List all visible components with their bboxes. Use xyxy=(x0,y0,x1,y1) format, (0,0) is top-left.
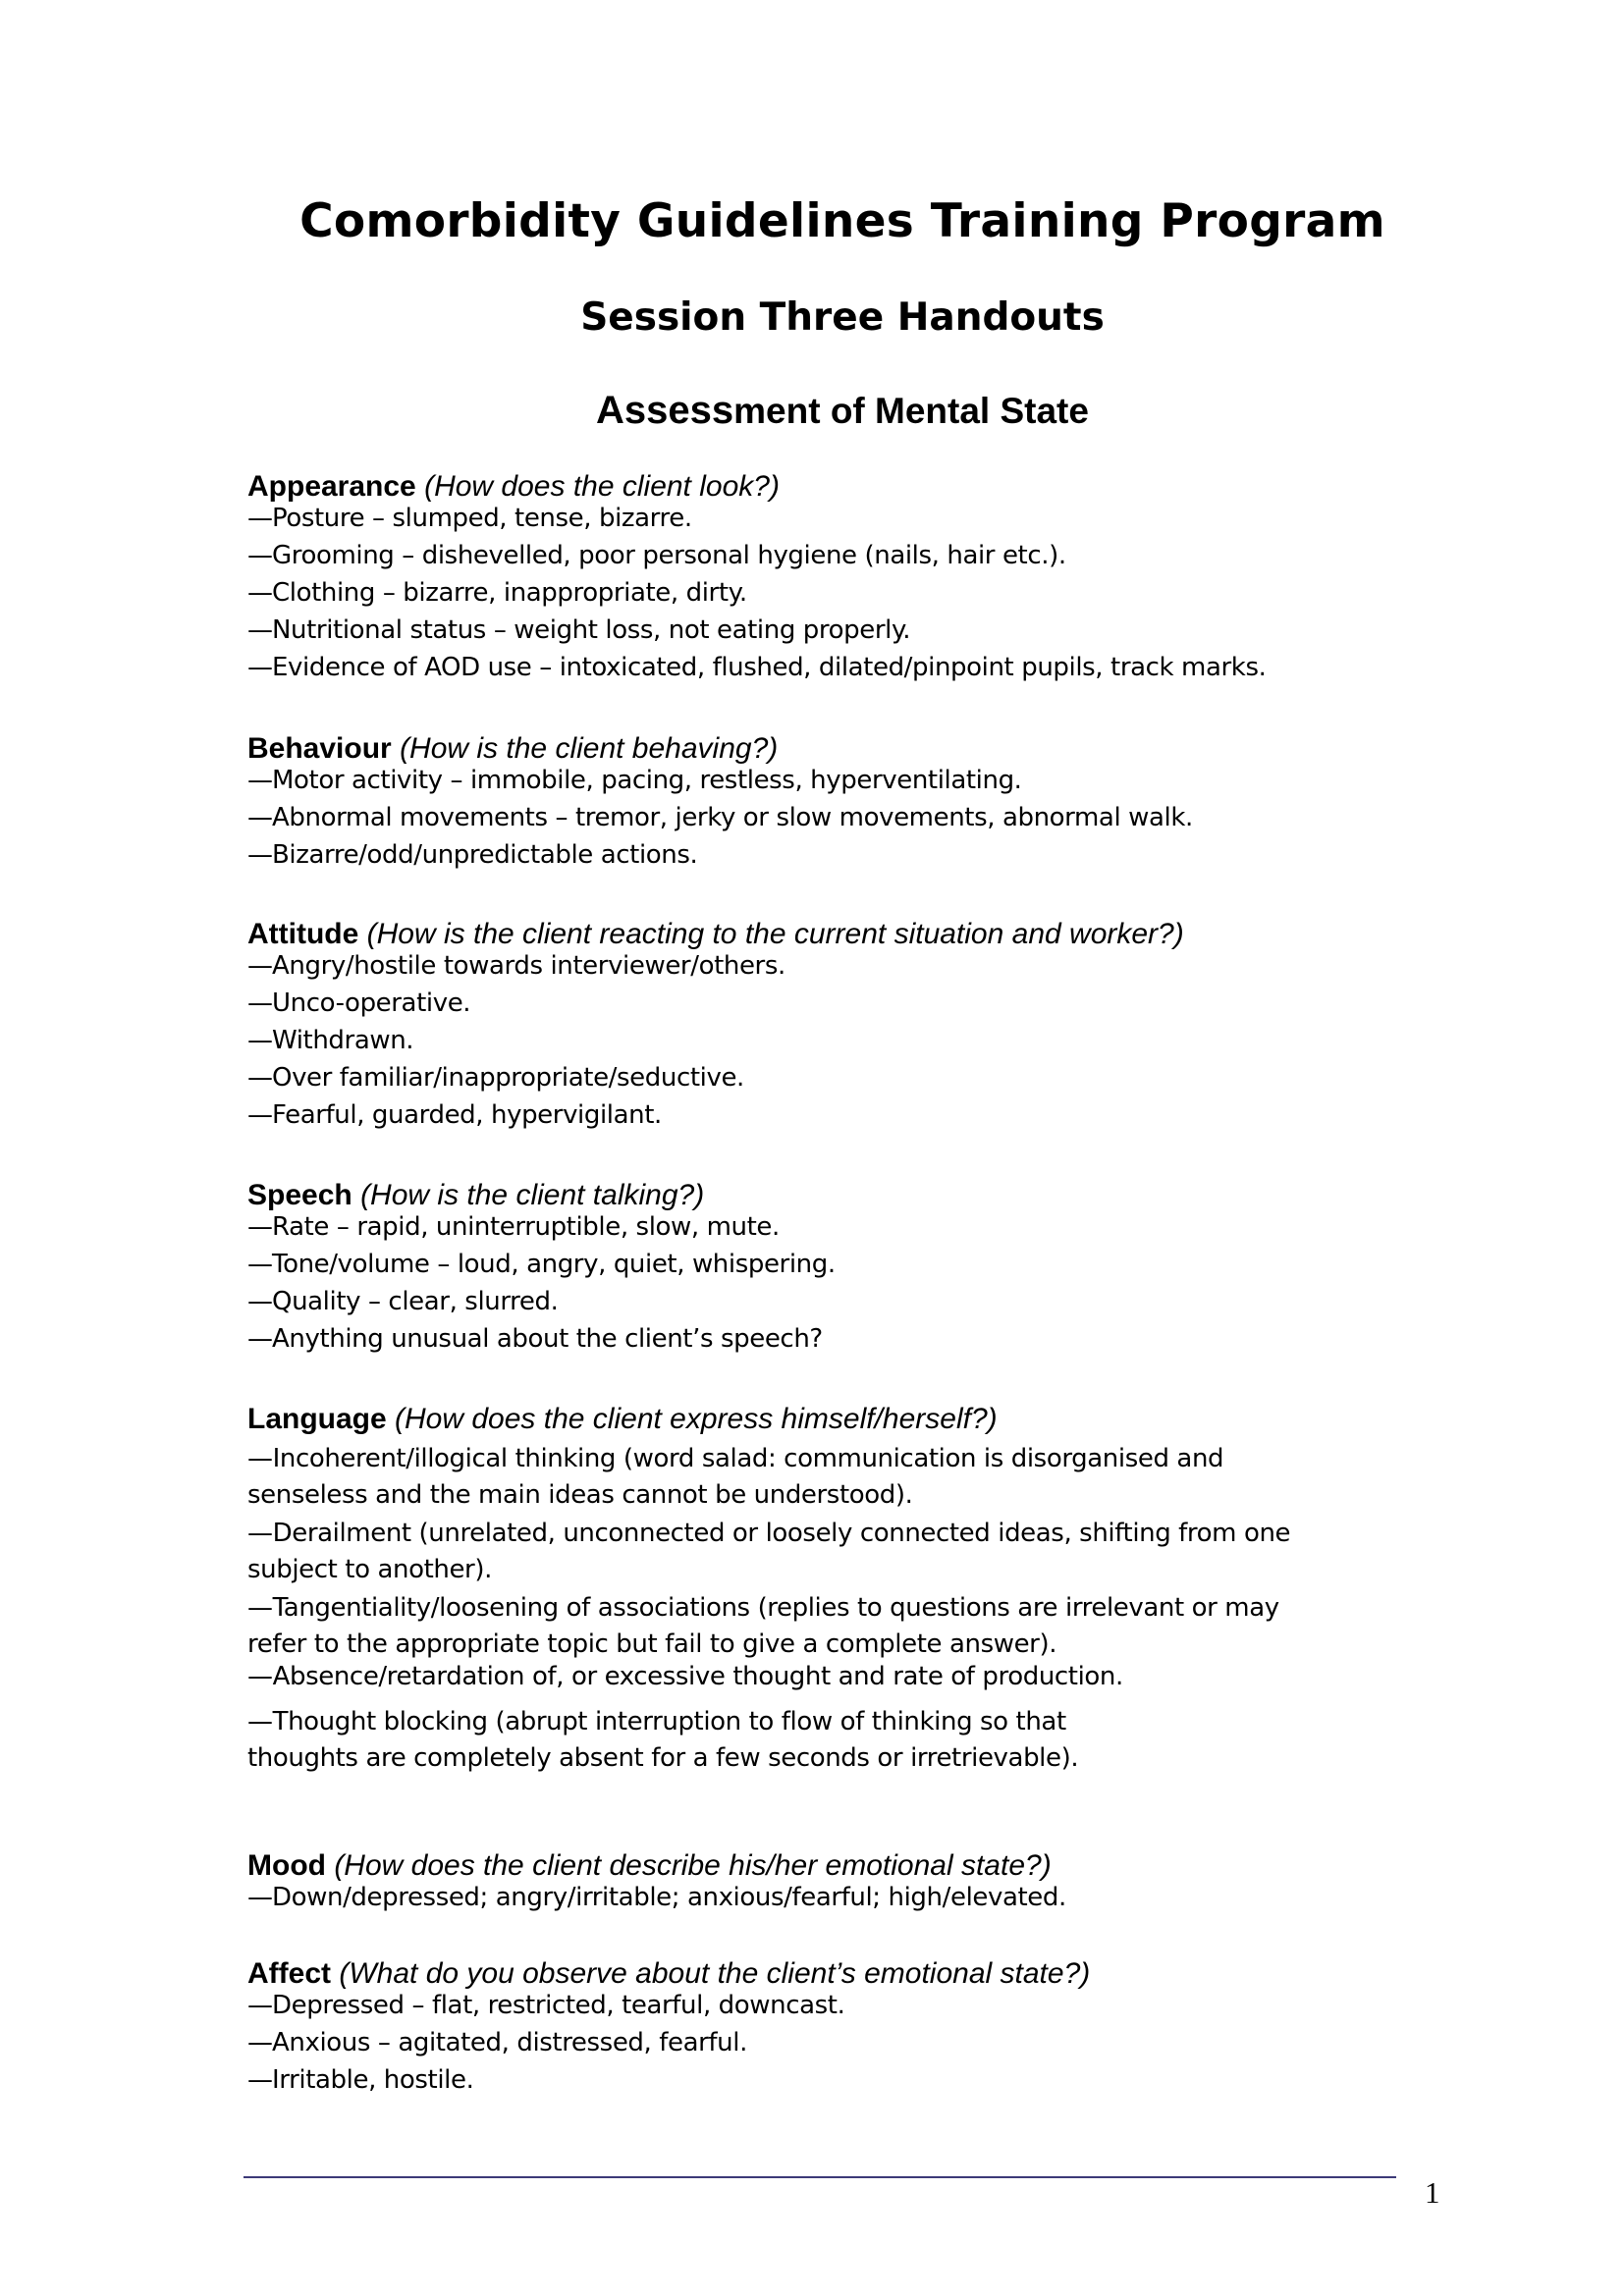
list-item: — Depressed – flat, restricted, tearful, downcast. xyxy=(247,1987,1090,2024)
list-item: — Posture – slumped, tense, bizarre. xyxy=(247,500,1266,537)
list-item: — Quality – clear, slurred. xyxy=(247,1283,836,1320)
list-item: — Unco-operative. xyxy=(247,985,1184,1022)
list-item: — Down/depressed; angry/irritable; anxious/fearful; high/elevated. xyxy=(247,1879,1066,1916)
dash-bullet: — xyxy=(247,1026,273,1055)
section-title xyxy=(0,389,1624,433)
list-item: — Motor activity – immobile, pacing, restless, hyperventilating. xyxy=(247,762,1193,799)
dash-bullet: — xyxy=(247,1100,273,1130)
heading-note: (How does the client express himself/herself?) xyxy=(395,1403,998,1435)
list-item: — Tone/volume – loud, angry, quiet, whispering. xyxy=(247,1246,836,1283)
dash-bullet: — xyxy=(247,840,273,870)
dash-bullet: — xyxy=(247,1662,273,1691)
list-item: — Anxious – agitated, distressed, fearful. xyxy=(247,2024,1090,2061)
dash-bullet: — xyxy=(247,2065,273,2095)
section-heading xyxy=(247,1402,1327,1437)
heading-label: Behaviour xyxy=(247,732,392,765)
dash-bullet: — xyxy=(247,1991,273,2020)
list-item: — Evidence of AOD use – intoxicated, flushed, dilated/pinpoint pupils, track marks. xyxy=(247,649,1266,686)
dash-bullet: — xyxy=(247,1444,273,1473)
heading-label: Appearance xyxy=(247,470,416,503)
document-subtitle: Session Three Handouts xyxy=(580,295,1105,340)
dash-bullet: — xyxy=(247,1707,273,1736)
dash-bullet: — xyxy=(247,1324,273,1354)
heading-note: (How is the client talking?) xyxy=(360,1179,705,1211)
dash-bullet: — xyxy=(247,988,273,1018)
footer-rule xyxy=(244,2176,1396,2178)
dash-bullet: — xyxy=(247,1063,273,1093)
heading-note: (What do you observe about the client’s emotional state?) xyxy=(339,1957,1091,1990)
section-title-part1: Assess xyxy=(596,389,734,432)
list-item: — Withdrawn. xyxy=(247,1022,1184,1059)
section-title-part2: ment of Mental State xyxy=(733,391,1089,431)
list-item: — Angry/hostile towards interviewer/others. xyxy=(247,947,1184,985)
dash-bullet: — xyxy=(247,1212,273,1242)
dash-bullet: — xyxy=(247,2028,273,2057)
section-speech xyxy=(247,1178,836,1358)
heading-note: (How does the client look?) xyxy=(424,470,780,503)
list-item: — Abnormal movements – tremor, jerky or slow movements, abnormal walk. xyxy=(247,799,1193,836)
document-title: Comorbidity Guidelines Training Program xyxy=(299,194,1385,248)
dash-bullet: — xyxy=(247,578,273,608)
list-item: —Absence/retardation of, or excessive thought and rate of production. xyxy=(247,1662,1123,1691)
section-attitude xyxy=(247,917,1184,1134)
list-item: — Over familiar/inappropriate/seductive. xyxy=(247,1059,1184,1096)
dash-bullet: — xyxy=(247,1883,273,1912)
list-item: — Rate – rapid, uninterruptible, slow, mute. xyxy=(247,1208,836,1246)
list-item: — Clothing – bizarre, inappropriate, dirty. xyxy=(247,574,1266,612)
heading-note: (How is the client behaving?) xyxy=(400,732,779,765)
dash-bullet: — xyxy=(247,766,273,795)
dash-bullet: — xyxy=(247,1250,273,1279)
section-language xyxy=(247,1402,1327,1777)
list-item: —Derailment (unrelated, unconnected or loosely connected ideas, shifting from one subject to another). xyxy=(247,1519,1291,1584)
list-item: — Nutritional status – weight loss, not eating properly. xyxy=(247,612,1266,649)
heading-label: Affect xyxy=(247,1957,332,1990)
section-appearance xyxy=(247,469,1266,686)
list-item: — Grooming – dishevelled, poor personal hygiene (nails, hair etc.). xyxy=(247,537,1266,574)
dash-bullet: — xyxy=(247,1287,273,1316)
dash-bullet: — xyxy=(247,951,273,981)
list-item: —Incoherent/illogical thinking (word salad: communication is disorganised and senseless and the main ideas cannot be understood). xyxy=(247,1444,1224,1510)
dash-bullet: — xyxy=(247,615,273,645)
heading-label: Mood xyxy=(247,1849,326,1882)
list-item: — Fearful, guarded, hypervigilant. xyxy=(247,1096,1184,1134)
list-item: —Thought blocking (abrupt interruption to flow of thinking so that thoughts are completely absent for a few seconds or irretrievable). xyxy=(247,1707,1079,1773)
list-item: —Tangentiality/loosening of associations (replies to questions are irrelevant or may refer to the appropriate topic but fail to give a complete answer). xyxy=(247,1593,1279,1659)
section-affect xyxy=(247,1956,1090,2099)
list-item: — Bizarre/odd/unpredictable actions. xyxy=(247,836,1193,874)
dash-bullet: — xyxy=(247,653,273,682)
heading-label: Attitude xyxy=(247,918,359,950)
heading-label: Speech xyxy=(247,1179,352,1211)
list-item: — Anything unusual about the client’s speech? xyxy=(247,1320,836,1358)
dash-bullet: — xyxy=(247,1593,273,1623)
heading-label: Language xyxy=(247,1403,387,1435)
dash-bullet: — xyxy=(247,541,273,570)
page-number: 1 xyxy=(1425,2175,1440,2210)
section-mood xyxy=(247,1848,1066,1916)
dash-bullet: — xyxy=(247,504,273,533)
section-behaviour xyxy=(247,731,1193,874)
heading-note: (How is the client reacting to the current situation and worker?) xyxy=(366,918,1184,950)
dash-bullet: — xyxy=(247,803,273,832)
heading-note: (How does the client describe his/her emotional state?) xyxy=(334,1849,1052,1882)
dash-bullet: — xyxy=(247,1519,273,1548)
list-item: — Irritable, hostile. xyxy=(247,2061,1090,2099)
